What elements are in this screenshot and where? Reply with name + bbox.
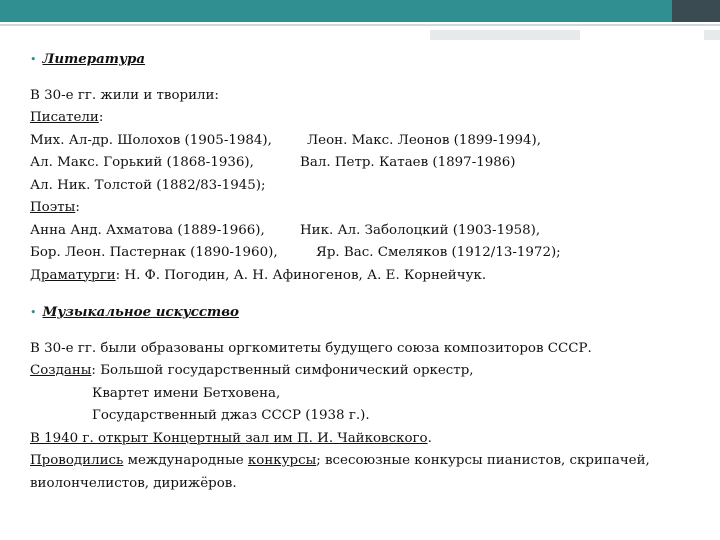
dark-band xyxy=(672,0,720,22)
bullet-icon: • xyxy=(30,53,37,66)
music-intro: В 30-е гг. были образованы оргкомитеты будущего союза композиторов СССР. xyxy=(30,340,592,356)
dramatists-row xyxy=(30,265,710,288)
created-item: Государственный джаз СССР (1938 г.). xyxy=(92,408,370,423)
writer-left: Ал. Ник. Толстой (1882/83-1945); xyxy=(30,177,266,193)
contests-word: конкурсы xyxy=(247,453,317,468)
poet-right: Ник. Ал. Заболоцкий (1903-1958), xyxy=(300,222,541,238)
music-heading-row xyxy=(30,301,710,324)
header-rule xyxy=(0,24,720,26)
writers-label: Писатели xyxy=(30,110,99,125)
bullet-icon: • xyxy=(30,306,37,319)
held-label: Проводились xyxy=(30,453,124,468)
writer-row xyxy=(30,152,710,175)
writer-row xyxy=(30,175,710,198)
created-row xyxy=(30,360,710,383)
header-tab-shape-right xyxy=(704,30,720,40)
title-bar-decoration xyxy=(0,0,720,26)
poet-right: Яр. Вас. Смеляков (1912/13-1972); xyxy=(316,245,561,260)
section-heading-music: Музыкальное искусство xyxy=(42,304,239,320)
poet-row xyxy=(30,220,710,243)
poets-label: Поэты xyxy=(30,200,76,215)
poet-left: Анна Анд. Ахматова (1889-1966), xyxy=(30,222,265,238)
writer-right: Леон. Макс. Леонов (1899-1994), xyxy=(307,132,542,148)
section-heading-literature: Литература xyxy=(42,51,146,67)
poet-left: Бор. Леон. Пастернак (1890-1960), xyxy=(30,245,278,260)
writer-row xyxy=(30,130,710,153)
dramatists-text: : Н. Ф. Погодин, А. Н. Афиногенов, А. Е. Корнейчук. xyxy=(115,267,487,283)
concert-hall-text: В 1940 г. открыт Концертный зал им П. И. Чайковского xyxy=(30,430,428,446)
dramatists-label: Драматурги xyxy=(30,267,116,283)
writer-right: Вал. Петр. Катаев (1897-1986) xyxy=(300,155,516,170)
poets-label-row: Поэты: xyxy=(30,200,80,215)
header-tab-shape xyxy=(430,30,580,40)
writers-label-row: Писатели: xyxy=(30,110,104,125)
contests-rest: ; всесоюзные конкурсы пианистов, скрипачей, виолончелистов, дирижёров. xyxy=(30,453,650,491)
teal-band xyxy=(0,0,672,22)
created-item: Квартет имени Бетховена, xyxy=(92,385,281,401)
literature-intro: В 30-е гг. жили и творили: xyxy=(30,87,219,103)
created-text: : Большой государственный симфонический оркестр, xyxy=(91,363,474,378)
contests-paragraph: Проводились международные конкурсы; всесоюзные конкурсы пианистов, скрипачей, виолончелистов, дирижёров. xyxy=(30,453,650,491)
concert-hall-row: В 1940 г. открыт Концертный зал им П. И. Чайковского. xyxy=(30,430,432,446)
slide-body xyxy=(30,48,710,495)
writer-left: Мих. Ал-др. Шолохов (1905-1984), xyxy=(30,132,272,148)
poet-row xyxy=(30,242,710,265)
literature-heading-row xyxy=(30,48,710,71)
created-label: Созданы xyxy=(30,363,92,378)
writer-left: Ал. Макс. Горький (1868-1936), xyxy=(30,155,254,170)
